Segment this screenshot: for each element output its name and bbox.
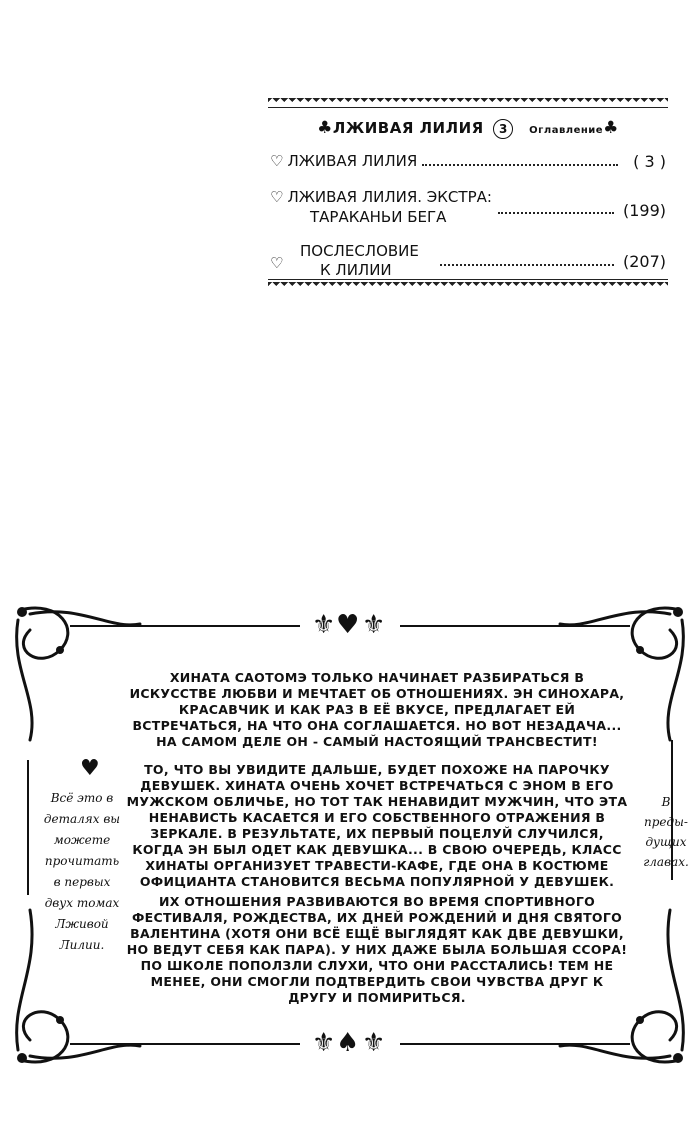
fleur-de-lis-icon: ⚜	[362, 1028, 386, 1058]
toc-bottom-rule	[268, 279, 668, 280]
fleur-de-lis-icon: ⚜	[362, 610, 386, 640]
side-note-line: в первых	[53, 875, 111, 889]
side-note-right	[636, 792, 696, 872]
summary-paragraph: ИХ ОТНОШЕНИЯ РАЗВИВАЮТСЯ ВО ВРЕМЯ СПОРТИВНОГО ФЕСТИВАЛЯ, РОЖДЕСТВА, ИХ ДНЕЙ РОЖДЕНИЙ И ДНЯ СВЯТОГО ВАЛЕНТИНА (ХОТЯ ОНИ ВСЁ ЕЩЁ ВЫГЛЯДЯТ КАК ДВЕ ДЕВУШКИ, НО ВЕДУТ СЕБЯ КАК ПАРА). У НИХ ДАЖЕ БЫЛА БОЛЬШАЯ ССОРА! ПО ШКОЛЕ ПОПОЛЗЛИ СЛУХИ, ЧТО ОНИ РАССТАЛИСЬ! ТЕМ НЕ МЕНЕЕ, ОНИ СМОГЛИ ПОДТВЕРДИТЬ СВОИ ЧУВСТВА ДРУГ К ДРУГУ И ПОМИРИТЬСЯ.	[126, 894, 628, 1005]
heart-outline-icon: ♡	[270, 188, 284, 206]
toc-entry-page: (199)	[622, 201, 666, 220]
club-icon: ♣	[317, 118, 333, 138]
heart-outline-icon: ♡	[270, 152, 284, 170]
side-note-line: деталях вы	[43, 812, 121, 826]
toc-subtitle: Оглавление	[529, 125, 604, 136]
fleur-de-lis-icon: ⚜	[312, 1028, 336, 1058]
side-note-line: главах.	[643, 855, 689, 869]
toc-bottom-border	[268, 282, 668, 290]
side-note-line: прочитать	[44, 854, 120, 868]
toc-entry-title: ЛЖИВАЯ ЛИЛИЯ	[287, 152, 418, 170]
side-note-left	[32, 788, 132, 956]
toc-header	[268, 118, 668, 139]
toc-entry-title: ЛЖИВАЯ ЛИЛИЯ. ЭКСТРА:	[287, 188, 492, 206]
side-note-line: Лживой	[55, 917, 109, 931]
toc-entry-page: (207)	[622, 252, 666, 271]
toc-top-rule	[268, 107, 668, 108]
heart-outline-icon: ♡	[270, 254, 284, 272]
summary-paragraph: ХИНАТА САОТОМЭ ТОЛЬКО НАЧИНАЕТ РАЗБИРАТЬСЯ В ИСКУССТВЕ ЛЮБВИ И МЕЧТАЕТ ОБ ОТНОШЕНИЯХ. ЭН СИНОХАРА, КРАСАВЧИК И КАК РАЗ В ЕЁ ВКУСЕ, ПРЕДЛАГАЕТ ЕЙ ВСТРЕЧАТЬСЯ, НА ЧТО ОНА СОГЛАШАЕТСЯ. НО ВОТ НЕЗАДАЧА... НА САМОМ ДЕЛЕ ОН - САМЫЙ НАСТОЯЩИЙ ТРАНСВЕСТИТ!	[129, 670, 625, 749]
volume-number: 3	[493, 119, 513, 139]
toc-entry[interactable]	[270, 188, 666, 232]
toc-entry-subtitle: К ЛИЛИИ	[320, 261, 392, 279]
club-icon: ♣	[603, 118, 619, 138]
heart-icon: ♥	[336, 610, 360, 640]
side-note-line: Лилии.	[59, 938, 105, 952]
toc-entry-subtitle: ТАРАКАНЬИ БЕГА	[310, 208, 447, 226]
side-note-line: Всё это в	[50, 791, 114, 805]
fleur-de-lis-icon: ⚜	[312, 610, 336, 640]
side-note-line: можете	[53, 833, 111, 847]
summary-paragraph: ТО, ЧТО ВЫ УВИДИТЕ ДАЛЬШЕ, БУДЕТ ПОХОЖЕ НА ПАРОЧКУ ДЕВУШЕК. ХИНАТА ОЧЕНЬ ХОЧЕТ ВСТРЕЧАТЬСЯ С ЭНОМ В ЕГО МУЖСКОМ ОБЛИЧЬЕ, НО ТОТ ТАК НЕНАВИДИТ МУЖЧИН, ЧТО ЭТА НЕНАВИСТЬ КАСАЕТСЯ И ЕГО СОБСТВЕННОГО ОТРАЖЕНИЯ В ЗЕРКАЛЕ. В РЕЗУЛЬТАТЕ, ИХ ПЕРВЫЙ ПОЦЕЛУЙ СЛУЧИЛСЯ, КОГДА ЭН БЫЛ ОДЕТ КАК ДЕВУШКА... В СВОЮ ОЧЕРЕДЬ, КЛАСС ХИНАТЫ ОРГАНИЗУЕТ ТРАВЕСТИ-КАФЕ, ГДЕ ОНА В КОСТЮМЕ ОФИЦИАНТА СТАНОВИТСЯ ВЕСЬМА ПОПУЛЯРНОЙ У ДЕВУШЕК.	[126, 762, 628, 889]
toc-leader-dots	[440, 264, 614, 266]
side-note-line: В	[661, 795, 671, 809]
toc-top-border	[268, 98, 668, 106]
heart-icon: ♥	[80, 756, 100, 781]
side-note-line: преды-	[644, 815, 688, 829]
toc-entry-title: ПОСЛЕСЛОВИЕ	[300, 242, 419, 260]
toc-leader-dots	[422, 164, 618, 166]
spade-icon: ♠	[336, 1028, 360, 1058]
side-note-line: дущих	[645, 835, 687, 849]
toc-entry-page: ( 3 )	[633, 152, 666, 171]
toc-title: ЛЖИВАЯ ЛИЛИЯ	[332, 119, 484, 137]
side-note-line: двух томах	[44, 896, 120, 910]
toc-entry[interactable]	[270, 152, 666, 174]
toc-leader-dots	[498, 212, 614, 214]
